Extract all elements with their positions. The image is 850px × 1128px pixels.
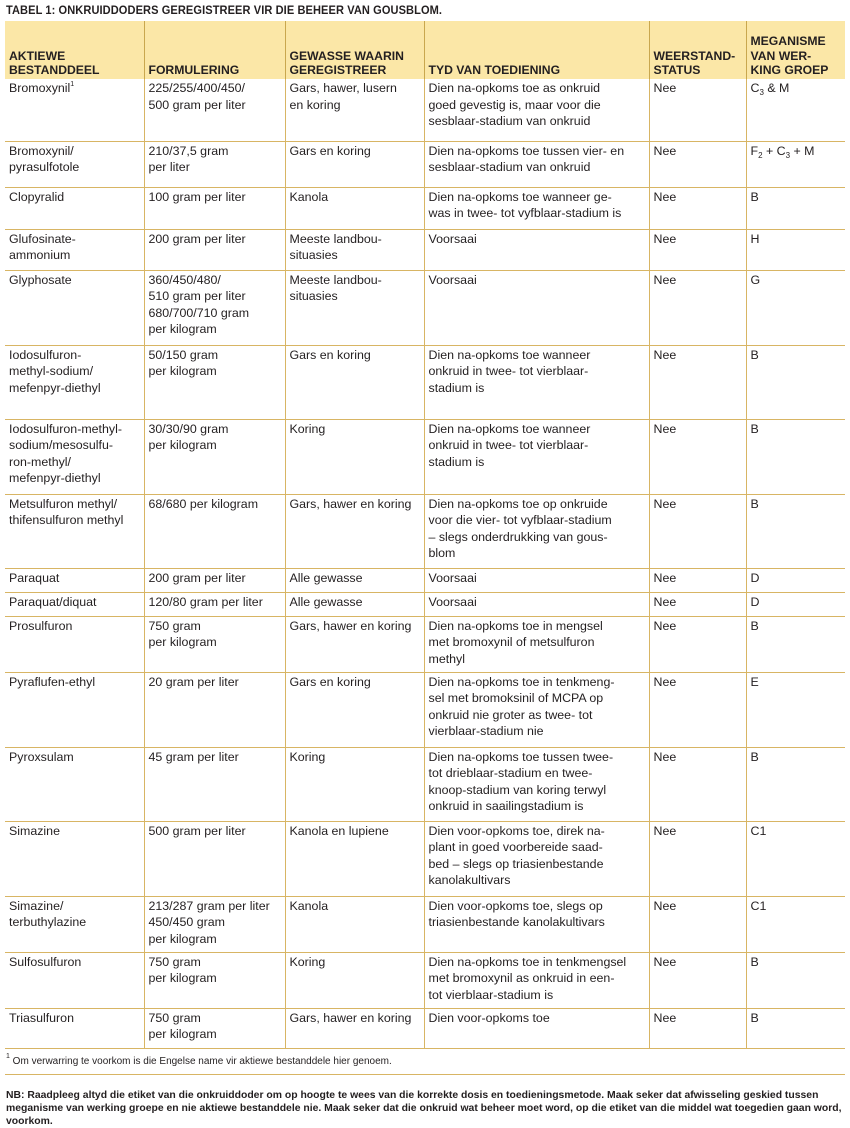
cell-timing — [424, 229, 649, 270]
cell-mechanism — [746, 616, 845, 672]
active-ingredient: Pyroxsulam — [9, 750, 74, 764]
footnote-text: Om verwarring te voorkom is die Engelse name vir aktiewe bestanddele hier genoem. — [10, 1056, 392, 1067]
cell-active-ingredient — [5, 494, 144, 568]
mechanism-group: B — [751, 422, 759, 436]
mechanism-join: + M — [790, 144, 814, 158]
mechanism-group: B — [751, 619, 759, 633]
cell-mechanism — [746, 592, 845, 616]
cell-mechanism — [746, 896, 845, 952]
formulation: 200 gram per liter — [149, 571, 246, 585]
table-row — [5, 79, 845, 141]
formulation: 360/450/480/ 510 gram per liter 680/700/710 gram per kilogram — [149, 273, 250, 337]
header-formulation: FORMULERING — [144, 21, 285, 79]
registered-crops: Gars, hawer, lusern en koring — [290, 81, 397, 112]
cell-timing — [424, 141, 649, 187]
cell-resistance — [649, 747, 746, 821]
mechanism-join: + C — [763, 144, 786, 158]
cell-timing — [424, 896, 649, 952]
active-ingredient: Metsulfuron methyl/ thifensulfuron methyl — [9, 497, 123, 528]
resistance-status: Nee — [654, 595, 677, 609]
resistance-status: Nee — [654, 571, 677, 585]
cell-formulation — [144, 747, 285, 821]
table-row — [5, 821, 845, 896]
formulation: 100 gram per liter — [149, 190, 246, 204]
cell-timing — [424, 187, 649, 229]
mechanism-group: C — [751, 81, 760, 95]
table-row — [5, 896, 845, 952]
active-ingredient: Pyraflufen-ethyl — [9, 675, 95, 689]
cell-crops — [285, 592, 424, 616]
mechanism-group: C1 — [751, 899, 767, 913]
active-ingredient: Clopyralid — [9, 190, 64, 204]
formulation: 20 gram per liter — [149, 675, 239, 689]
cell-active-ingredient — [5, 592, 144, 616]
application-timing: Voorsaai — [429, 571, 477, 585]
resistance-status: Nee — [654, 1011, 677, 1025]
mechanism-group: G — [751, 273, 761, 287]
application-timing: Dien voor-opkoms toe, direk na- plant in goed voorbereide saad- bed – slegs op triasienbestande kanolakultivars — [429, 824, 605, 888]
resistance-status: Nee — [654, 675, 677, 689]
cell-formulation — [144, 141, 285, 187]
cell-resistance — [649, 568, 746, 592]
table-row — [5, 229, 845, 270]
cell-resistance — [649, 952, 746, 1008]
table-row — [5, 419, 845, 494]
active-ingredient: Paraquat — [9, 571, 59, 585]
resistance-status: Nee — [654, 619, 677, 633]
table-title: TABEL 1: ONKRUIDDODERS GEREGISTREER VIR DIE BEHEER VAN GOUSBLOM. — [5, 4, 811, 21]
cell-mechanism — [746, 747, 845, 821]
table-row — [5, 141, 845, 187]
cell-active-ingredient — [5, 616, 144, 672]
cell-timing — [424, 79, 649, 141]
cell-mechanism — [746, 229, 845, 270]
registered-crops: Meeste landbou- situasies — [290, 232, 382, 263]
application-timing: Dien na-opkoms toe wanneer onkruid in twee- tot vierblaar- stadium is — [429, 348, 591, 395]
formulation: 225/255/400/450/ 500 gram per liter — [149, 81, 246, 112]
cell-active-ingredient — [5, 345, 144, 419]
herbicide-table — [5, 21, 845, 1049]
cell-crops — [285, 345, 424, 419]
cell-active-ingredient — [5, 672, 144, 747]
cell-resistance — [649, 345, 746, 419]
active-ingredient: Iodosulfuron- methyl-sodium/ mefenpyr-diethyl — [9, 348, 101, 395]
cell-formulation — [144, 616, 285, 672]
cell-mechanism — [746, 419, 845, 494]
application-timing: Dien na-opkoms toe as onkruid goed gevestig is, maar voor die sesblaar-stadium van onkruid — [429, 81, 601, 128]
table-row — [5, 672, 845, 747]
mechanism-group: D — [751, 571, 760, 585]
cell-formulation — [144, 568, 285, 592]
cell-timing — [424, 494, 649, 568]
application-timing: Dien na-opkoms toe in mengsel met bromoxynil of metsulfuron methyl — [429, 619, 603, 666]
cell-formulation — [144, 821, 285, 896]
table-row — [5, 952, 845, 1008]
active-ingredient: Iodosulfuron-methyl- sodium/mesosulfu- ron-methyl/ mefenpyr-diethyl — [9, 422, 122, 486]
cell-crops — [285, 79, 424, 141]
table-row — [5, 747, 845, 821]
mechanism-join: & M — [764, 81, 789, 95]
cell-mechanism — [746, 672, 845, 747]
cell-mechanism — [746, 141, 845, 187]
cell-resistance — [649, 592, 746, 616]
cell-timing — [424, 592, 649, 616]
cell-resistance — [649, 141, 746, 187]
application-timing: Dien voor-opkoms toe — [429, 1011, 550, 1025]
formulation: 68/680 per kilogram — [149, 497, 259, 511]
active-ingredient: Glufosinate- ammonium — [9, 232, 76, 263]
active-ingredient: Simazine/ terbuthylazine — [9, 899, 86, 930]
cell-active-ingredient — [5, 821, 144, 896]
cell-resistance — [649, 187, 746, 229]
resistance-status: Nee — [654, 273, 677, 287]
cell-timing — [424, 747, 649, 821]
cell-timing — [424, 1008, 649, 1048]
cell-resistance — [649, 229, 746, 270]
divider — [5, 1074, 845, 1075]
cell-timing — [424, 952, 649, 1008]
resistance-status: Nee — [654, 81, 677, 95]
registered-crops: Kanola — [290, 190, 329, 204]
active-ingredient: Sulfosulfuron — [9, 955, 81, 969]
formulation: 213/287 gram per liter 450/450 gram per kilogram — [149, 899, 270, 946]
resistance-status: Nee — [654, 348, 677, 362]
table-row — [5, 568, 845, 592]
cell-timing — [424, 672, 649, 747]
cell-formulation — [144, 79, 285, 141]
cell-crops — [285, 821, 424, 896]
cell-crops — [285, 896, 424, 952]
footnote-reference: 1 — [70, 81, 74, 88]
table-row — [5, 270, 845, 345]
cell-mechanism — [746, 187, 845, 229]
cell-crops — [285, 952, 424, 1008]
cell-crops — [285, 141, 424, 187]
registered-crops: Gars, hawer en koring — [290, 1011, 412, 1025]
cell-timing — [424, 345, 649, 419]
mechanism-group: F — [751, 144, 759, 158]
cell-timing — [424, 270, 649, 345]
active-ingredient: Paraquat/diquat — [9, 595, 97, 609]
registered-crops: Kanola en lupiene — [290, 824, 389, 838]
cell-crops — [285, 1008, 424, 1048]
application-timing: Voorsaai — [429, 232, 477, 246]
cell-formulation — [144, 229, 285, 270]
cell-timing — [424, 616, 649, 672]
header-resistance: WEERSTAND- STATUS — [649, 21, 746, 79]
formulation: 210/37,5 gram per liter — [149, 144, 229, 175]
registered-crops: Meeste landbou- situasies — [290, 273, 382, 304]
header-crops: GEWASSE WAARIN GEREGISTREER — [285, 21, 424, 79]
cell-formulation — [144, 672, 285, 747]
cell-mechanism — [746, 821, 845, 896]
cell-crops — [285, 568, 424, 592]
application-timing: Dien na-opkoms toe tussen twee- tot drieblaar-stadium en twee- knoop-stadium van koring terwyl onkruid in saailingstadium is — [429, 750, 614, 814]
cell-resistance — [649, 616, 746, 672]
resistance-status: Nee — [654, 144, 677, 158]
application-timing: Dien na-opkoms toe op onkruide voor die vier- tot vyfblaar-stadium – slegs onderdrukking van gous- blom — [429, 497, 612, 561]
cell-mechanism — [746, 494, 845, 568]
cell-mechanism — [746, 568, 845, 592]
resistance-status: Nee — [654, 955, 677, 969]
cell-resistance — [649, 79, 746, 141]
registered-crops: Koring — [290, 750, 326, 764]
mechanism-subscript: 3 — [786, 151, 790, 160]
cell-crops — [285, 494, 424, 568]
header-timing: TYD VAN TOEDIENING — [424, 21, 649, 79]
footnote-marker: 1 — [6, 1053, 10, 1060]
active-ingredient: Triasulfuron — [9, 1011, 74, 1025]
cell-crops — [285, 229, 424, 270]
resistance-status: Nee — [654, 497, 677, 511]
table-row — [5, 187, 845, 229]
cell-resistance — [649, 1008, 746, 1048]
resistance-status: Nee — [654, 190, 677, 204]
application-timing: Dien voor-opkoms toe, slegs op triasienbestande kanolakultivars — [429, 899, 605, 930]
cell-mechanism — [746, 952, 845, 1008]
mechanism-group: B — [751, 750, 759, 764]
registered-crops: Gars en koring — [290, 675, 371, 689]
resistance-status: Nee — [654, 422, 677, 436]
table-row — [5, 494, 845, 568]
mechanism-group: B — [751, 190, 759, 204]
table-row — [5, 616, 845, 672]
cell-resistance — [649, 821, 746, 896]
cell-active-ingredient — [5, 79, 144, 141]
mechanism-group: E — [751, 675, 759, 689]
mechanism-group: B — [751, 497, 759, 511]
header-mechanism: MEGANISME VAN WER- KING GROEP — [746, 21, 845, 79]
cell-mechanism — [746, 79, 845, 141]
active-ingredient: Bromoxynil — [9, 81, 70, 95]
cell-timing — [424, 568, 649, 592]
table-row — [5, 592, 845, 616]
cell-mechanism — [746, 1008, 845, 1048]
application-timing: Dien na-opkoms toe tussen vier- en sesblaar-stadium van onkruid — [429, 144, 625, 175]
mechanism-group: H — [751, 232, 760, 246]
cell-formulation — [144, 270, 285, 345]
cell-crops — [285, 747, 424, 821]
cell-active-ingredient — [5, 419, 144, 494]
cell-active-ingredient — [5, 568, 144, 592]
mechanism-group: D — [751, 595, 760, 609]
registered-crops: Koring — [290, 422, 326, 436]
cell-formulation — [144, 187, 285, 229]
table-row — [5, 1008, 845, 1048]
cell-crops — [285, 616, 424, 672]
application-timing: Voorsaai — [429, 595, 477, 609]
header-active-ingredient: AKTIEWE BESTANDDEEL — [5, 21, 144, 79]
active-ingredient: Prosulfuron — [9, 619, 72, 633]
formulation: 750 gram per kilogram — [149, 619, 217, 650]
cell-active-ingredient — [5, 187, 144, 229]
active-ingredient: Simazine — [9, 824, 60, 838]
active-ingredient: Bromoxynil/ pyrasulfotole — [9, 144, 79, 175]
table-header-row — [5, 21, 845, 79]
formulation: 500 gram per liter — [149, 824, 246, 838]
formulation: 200 gram per liter — [149, 232, 246, 246]
application-timing: Dien na-opkoms toe in tenkmeng- sel met bromoksinil of MCPA op onkruid nie groter as twee- tot vierblaar-stadium nie — [429, 675, 615, 739]
cell-crops — [285, 187, 424, 229]
table-row — [5, 345, 845, 419]
application-timing: Dien na-opkoms toe in tenkmengsel met bromoxynil as onkruid in een- tot vierblaar-stadium is — [429, 955, 627, 1002]
cell-mechanism — [746, 270, 845, 345]
resistance-status: Nee — [654, 232, 677, 246]
cell-crops — [285, 270, 424, 345]
registered-crops: Alle gewasse — [290, 595, 363, 609]
cell-active-ingredient — [5, 896, 144, 952]
cell-resistance — [649, 419, 746, 494]
active-ingredient: Glyphosate — [9, 273, 72, 287]
cell-resistance — [649, 270, 746, 345]
formulation: 45 gram per liter — [149, 750, 239, 764]
registered-crops: Gars, hawer en koring — [290, 497, 412, 511]
registered-crops: Gars en koring — [290, 144, 371, 158]
resistance-status: Nee — [654, 750, 677, 764]
footnote — [5, 1055, 845, 1068]
resistance-status: Nee — [654, 824, 677, 838]
mechanism-subscript: 3 — [759, 88, 763, 97]
cell-active-ingredient — [5, 141, 144, 187]
nb-note: NB: Raadpleeg altyd die etiket van die onkruiddoder om op hoogte te wees van die korrekte dosis en toedieningsmetode. Maak seker dat afwisseling geskied tussen meganisme van werking groepe en nie aktiewe bestanddele nie. Maak seker dat die onkruid wat beheer moet word, op die etiket van die middel wat toegedien gaan word, voorkom. — [5, 1089, 844, 1128]
cell-resistance — [649, 672, 746, 747]
cell-active-ingredient — [5, 747, 144, 821]
formulation: 120/80 gram per liter — [149, 595, 263, 609]
cell-formulation — [144, 494, 285, 568]
cell-formulation — [144, 419, 285, 494]
cell-resistance — [649, 494, 746, 568]
registered-crops: Gars, hawer en koring — [290, 619, 412, 633]
registered-crops: Alle gewasse — [290, 571, 363, 585]
resistance-status: Nee — [654, 899, 677, 913]
cell-timing — [424, 821, 649, 896]
cell-formulation — [144, 896, 285, 952]
registered-crops: Gars en koring — [290, 348, 371, 362]
cell-active-ingredient — [5, 952, 144, 1008]
cell-active-ingredient — [5, 270, 144, 345]
formulation: 30/30/90 gram per kilogram — [149, 422, 229, 453]
registered-crops: Koring — [290, 955, 326, 969]
cell-formulation — [144, 952, 285, 1008]
mechanism-group: B — [751, 955, 759, 969]
mechanism-group: C1 — [751, 824, 767, 838]
cell-active-ingredient — [5, 229, 144, 270]
mechanism-subscript: 2 — [758, 151, 762, 160]
cell-formulation — [144, 1008, 285, 1048]
application-timing: Dien na-opkoms toe wanneer ge- was in twee- tot vyfblaar-stadium is — [429, 190, 622, 221]
cell-crops — [285, 419, 424, 494]
cell-formulation — [144, 592, 285, 616]
cell-crops — [285, 672, 424, 747]
application-timing: Dien na-opkoms toe wanneer onkruid in twee- tot vierblaar- stadium is — [429, 422, 591, 469]
formulation: 750 gram per kilogram — [149, 1011, 217, 1042]
cell-resistance — [649, 896, 746, 952]
cell-mechanism — [746, 345, 845, 419]
cell-active-ingredient — [5, 1008, 144, 1048]
table-body — [5, 79, 845, 1048]
registered-crops: Kanola — [290, 899, 329, 913]
cell-formulation — [144, 345, 285, 419]
mechanism-group: B — [751, 1011, 759, 1025]
formulation: 750 gram per kilogram — [149, 955, 217, 986]
cell-timing — [424, 419, 649, 494]
mechanism-group: B — [751, 348, 759, 362]
application-timing: Voorsaai — [429, 273, 477, 287]
formulation: 50/150 gram per kilogram — [149, 348, 219, 379]
